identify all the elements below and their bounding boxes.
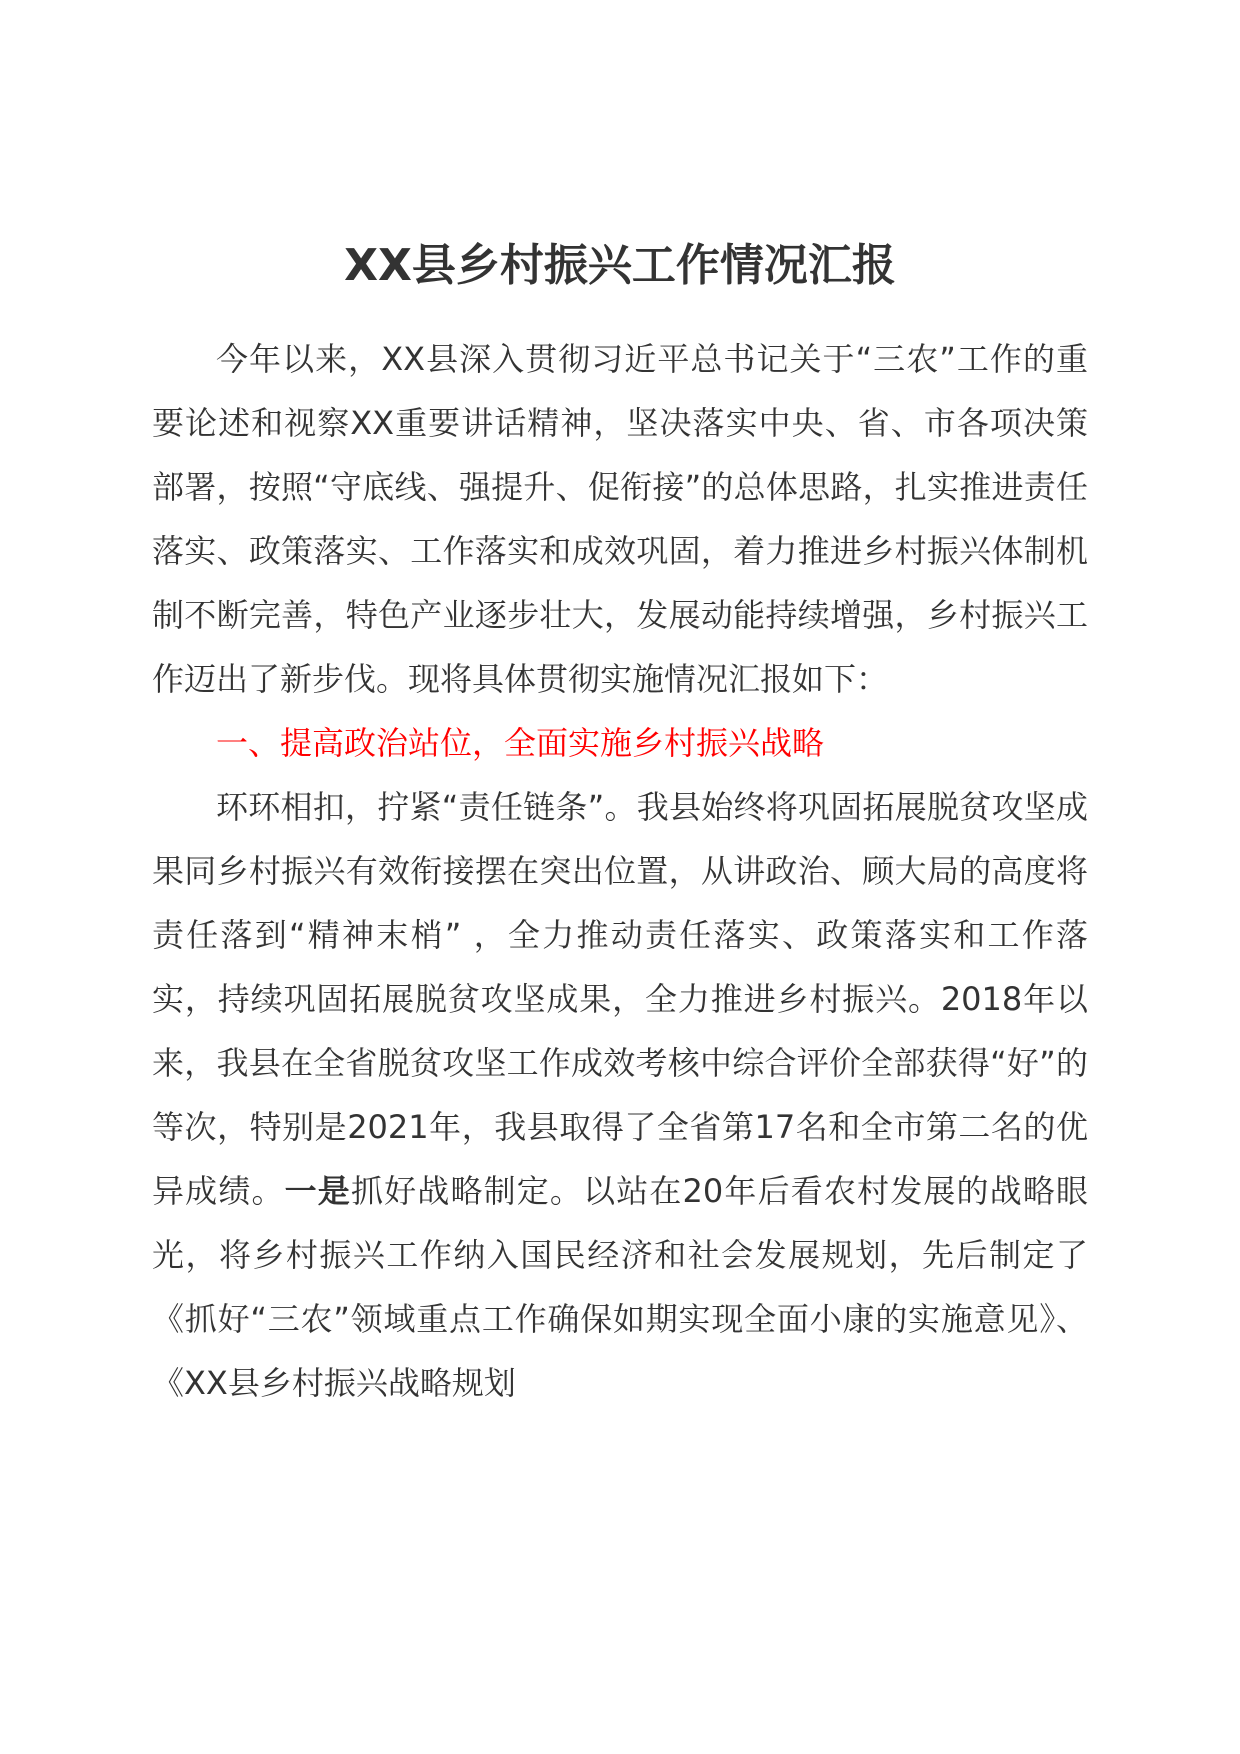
section-paragraph-text: 环环相扣，拧紧“责任链条”。我县始终将巩固拓展脱贫攻坚成果同乡村振兴有效衔接摆在突出位置，从讲政治、顾大局的高度将责任落到“精神末梢” ，全力推动责任落实、政策落实和工作落实，持续巩固拓展脱贫攻坚成果，全力推进乡村振兴。2018年以来，我县在全省脱贫攻坚工作成效考核中综合评价全部获得“好”的等次，特别是2021年，我县取得了全省第17名和全市第二名的优异成绩。 <box>152 788 1088 1210</box>
section-heading: 一、提高政治站位，全面实施乡村振兴战略 <box>216 724 825 762</box>
section-paragraph-emphasis: 一是 <box>284 1172 351 1210</box>
document-title: XX县乡村振兴工作情况汇报 <box>344 240 896 291</box>
intro-paragraph: 今年以来，XX县深入贯彻习近平总书记关于“三农”工作的重要论述和视察XX重要讲话精神，坚决落实中央、省、市各项决策部署，按照“守底线、强提升、促衔接”的总体思路，扎实推进责任落实、政策落实、工作落实和成效巩固，着力推进乡村振兴体制机制不断完善，特色产业逐步壮大，发展动能持续增强，乡村振兴工作迈出了新步伐。现将具体贯彻实施情况汇报如下： <box>152 340 1088 698</box>
section-paragraph-continuation: 抓好战略制定。以站在20年后看农村发展的战略眼光，将乡村振兴工作纳入国民经济和社会发展规划，先后制定了《抓好“三农”领域重点工作确保如期实现全面小康的实施意见》、《XX县乡村振兴战略规划 <box>152 1172 1088 1402</box>
section-paragraph <box>152 775 1088 1415</box>
document-body <box>152 327 1088 1415</box>
